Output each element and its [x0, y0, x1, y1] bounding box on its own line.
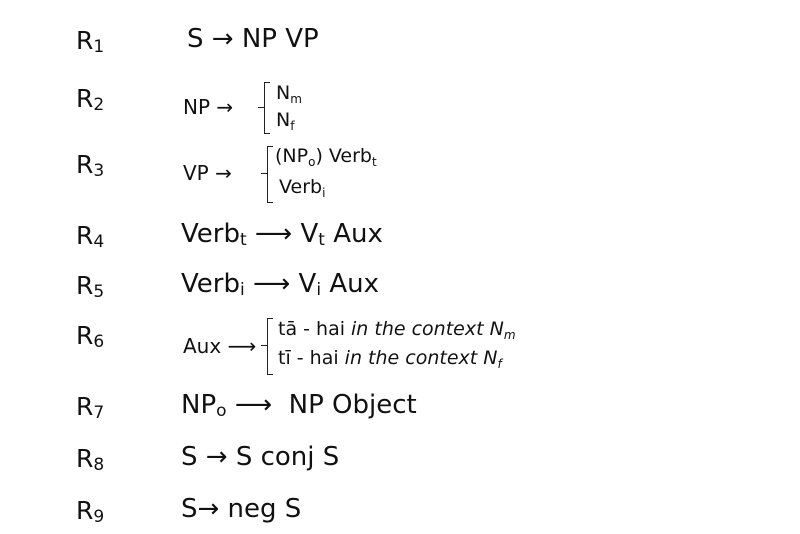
rule-r2-alt-feminine: $N_f$	[276, 109, 295, 133]
rule-label-r5: $R_5$	[76, 271, 105, 302]
rule-r4-expression: Verb$_t$ ⟶ $V_t$ Aux	[181, 219, 383, 250]
rule-r6-alt-masculine: tā - hai in the context $N_m$	[278, 318, 516, 342]
rule-label-r2: $R_2$	[76, 84, 105, 115]
rule-r5-expression: Verb$_i$ ⟶ $V_i$ Aux	[181, 269, 379, 300]
rule-label-r4: $R_4$	[76, 221, 105, 252]
rule-r1-expression: S → NP VP	[187, 24, 319, 54]
rule-r3-brace-tip	[261, 173, 267, 174]
rule-r2-alt-masculine: $N_m$	[276, 82, 302, 106]
rule-r2-lhs: NP →	[183, 95, 234, 119]
rule-r2-brace-tip	[258, 107, 264, 108]
rule-r6-brace	[267, 318, 273, 375]
rule-label-r9: $R_9$	[76, 496, 105, 527]
rule-r6-lhs: Aux ⟶	[183, 334, 257, 358]
rule-label-r7: $R_7$	[76, 392, 105, 423]
rule-label-r6: $R_6$	[76, 321, 105, 352]
rule-r9-expression: S→ neg S	[181, 494, 302, 524]
rule-r6-brace-tip	[261, 345, 267, 346]
rule-r3-lhs: VP →	[183, 161, 232, 185]
rule-label-r3: $R_3$	[76, 150, 105, 181]
rule-r3-alt-transitive: $(NP_o)$ Verb$_t$	[275, 145, 377, 169]
rule-label-r8: $R_8$	[76, 444, 105, 475]
rule-r3-brace	[267, 146, 273, 203]
rule-r3-alt-intransitive: Verb$_i$	[279, 176, 326, 200]
rule-label-r1: $R_1$	[76, 26, 105, 57]
rule-r7-expression: $NP_o$ ⟶ NP Object	[181, 390, 417, 421]
rule-r2-brace	[264, 82, 270, 134]
rule-r8-expression: S → S conj S	[181, 442, 340, 472]
rule-r6-alt-feminine: tī - hai in the context $N_f$	[278, 347, 502, 371]
